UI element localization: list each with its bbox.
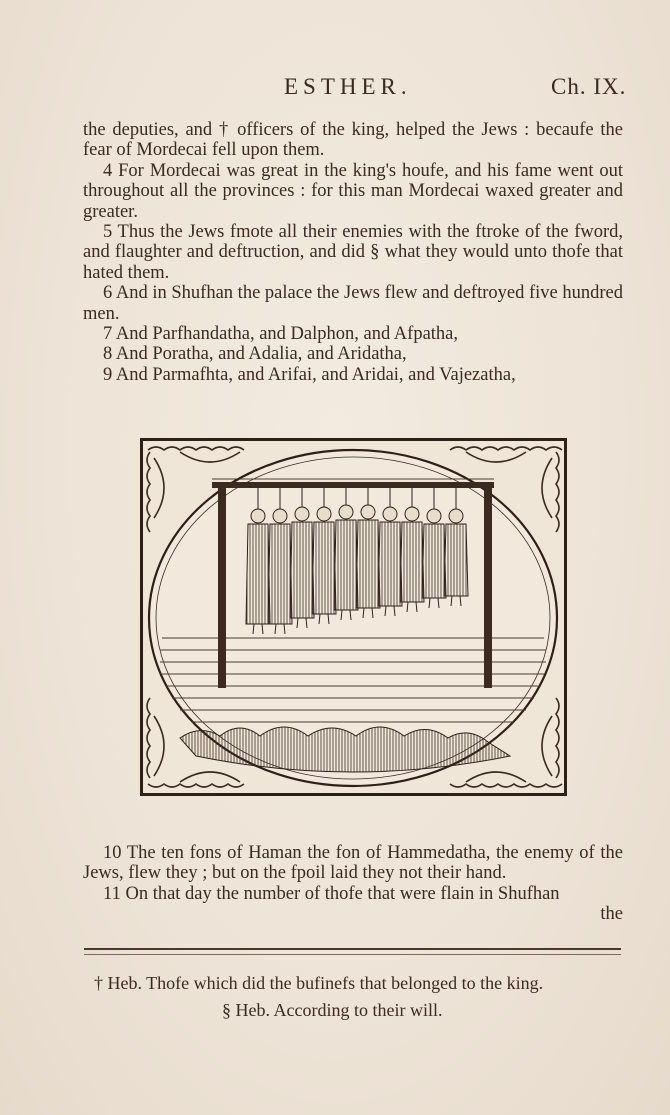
running-head bbox=[0, 74, 670, 104]
verse-text: On that day the number of thofe that were flain in Shufhan bbox=[125, 883, 560, 904]
verse-number: 4 bbox=[103, 160, 113, 181]
chapter-number: Ch. IX. bbox=[551, 74, 627, 99]
catchword: the bbox=[600, 904, 623, 925]
verse-text: The ten fons of Haman the fon of Hammedatha, the enemy of the Jews, flew they ; but on the fpoil laid they not their hand. bbox=[83, 843, 623, 884]
verse bbox=[83, 324, 623, 344]
verse-text: And Parmafhta, and Arifai, and Aridai, and Vajezatha, bbox=[115, 364, 516, 385]
paragraph bbox=[83, 120, 623, 161]
lower-text-block bbox=[83, 843, 623, 925]
verse bbox=[83, 344, 623, 364]
verse-number: 10 bbox=[103, 843, 122, 863]
verse-number: 6 bbox=[103, 283, 113, 304]
verse-text: And Poratha, and Adalia, and Aridatha, bbox=[115, 344, 407, 365]
catchword-line bbox=[83, 904, 623, 924]
verse bbox=[83, 884, 623, 904]
verse bbox=[83, 283, 623, 324]
verse-text: For Mordecai was great in the king's houfe, and his fame went out throughout all the provinces : for this man Mordecai waxed greater and greater. bbox=[83, 160, 623, 222]
verse-text: the deputies, and † officers of the king, helped the Jews : becaufe the fear of Mordecai fell upon them. bbox=[83, 120, 623, 161]
verse-text: And Parfhandatha, and Dalphon, and Afpatha, bbox=[115, 324, 459, 345]
verse bbox=[83, 161, 623, 222]
verse-number: 7 bbox=[103, 324, 113, 345]
verse-text: Thus the Jews fmote all their enemies with the ftroke of the fword, and flaughter and deftruction, and did § what they would unto thofe that hated them. bbox=[83, 222, 623, 283]
verse bbox=[83, 365, 623, 385]
footnote: § Heb. According to their will. bbox=[222, 1000, 443, 1020]
book-title: ESTHER. bbox=[284, 74, 412, 99]
verse-number: 9 bbox=[103, 364, 113, 385]
verse-number: 8 bbox=[103, 344, 113, 365]
footnote-rule bbox=[84, 948, 621, 955]
woodcut-illustration bbox=[140, 438, 567, 796]
footnote: † Heb. Thofe which did the bufinefs that belonged to the king. bbox=[94, 973, 544, 993]
footnotes bbox=[94, 970, 634, 1024]
verse-text: And in Shufhan the palace the Jews flew and deftroyed five hundred men. bbox=[83, 283, 624, 324]
verse bbox=[83, 843, 623, 884]
verse-number: 5 bbox=[103, 222, 113, 243]
verse bbox=[83, 222, 623, 283]
upper-text-block bbox=[83, 120, 623, 385]
verse-number: 11 bbox=[103, 883, 121, 904]
